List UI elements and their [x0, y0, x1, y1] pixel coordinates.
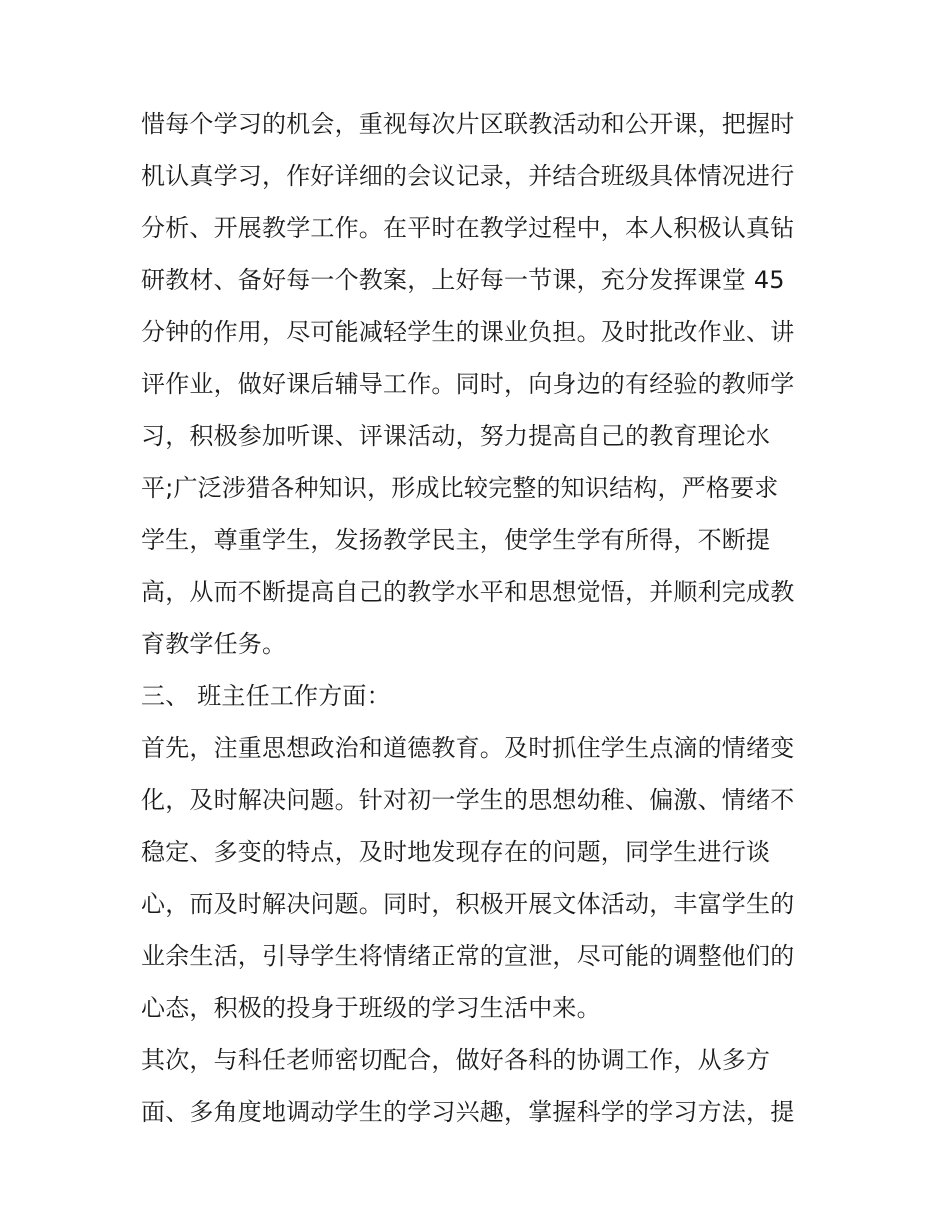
text-line: 化，及时解决问题。针对初一学生的思想幼稚、偏激、情绪不	[141, 786, 795, 814]
text-line: 业余生活，引导学生将情绪正常的宣泄，尽可能的调整他们的	[141, 942, 795, 970]
text-line: 分析、开展教学工作。在平时在教学过程中，本人积极认真钻	[141, 214, 795, 242]
text-line: 首先，注重思想政治和道德教育。及时抓住学生点滴的情绪变	[141, 734, 795, 762]
text-line: 高，从而不断提高自己的教学水平和思想觉悟，并顺利完成教	[141, 578, 795, 606]
text-line: 学生，尊重学生，发扬教学民主，使学生学有所得，不断提	[141, 526, 771, 554]
text-line: 惜每个学习的机会，重视每次片区联教活动和公开课，把握时	[141, 110, 795, 138]
text-line: 评作业，做好课后辅导工作。同时，向身边的有经验的教师学	[141, 370, 795, 398]
text-line: 分钟的作用，尽可能减轻学生的课业负担。及时批改作业、讲	[141, 318, 795, 346]
text-line: 面、多角度地调动学生的学习兴趣，掌握科学的学习方法，提	[141, 1098, 795, 1126]
text-line: 稳定、多变的特点，及时地发现存在的问题，同学生进行谈	[141, 838, 771, 866]
text-line: 研教材、备好每一个教案，上好每一节课，充分发挥课堂 45	[141, 266, 785, 294]
text-line: 平;广泛涉猎各种知识，形成比较完整的知识结构，严格要求	[141, 474, 779, 502]
text-line: 习，积极参加听课、评课活动，努力提高自己的教育理论水	[141, 422, 771, 450]
section-heading: 三、 班主任工作方面：	[141, 682, 391, 710]
text-line: 其次，与科任老师密切配合，做好各科的协调工作，从多方	[141, 1046, 771, 1074]
text-line: 心态，积极的投身于班级的学习生活中来。	[141, 994, 601, 1022]
text-line: 育教学任务。	[141, 630, 287, 658]
text-line: 机认真学习，作好详细的会议记录，并结合班级具体情况进行	[141, 162, 795, 190]
text-line: 心，而及时解决问题。同时，积极开展文体活动，丰富学生的	[141, 890, 795, 918]
